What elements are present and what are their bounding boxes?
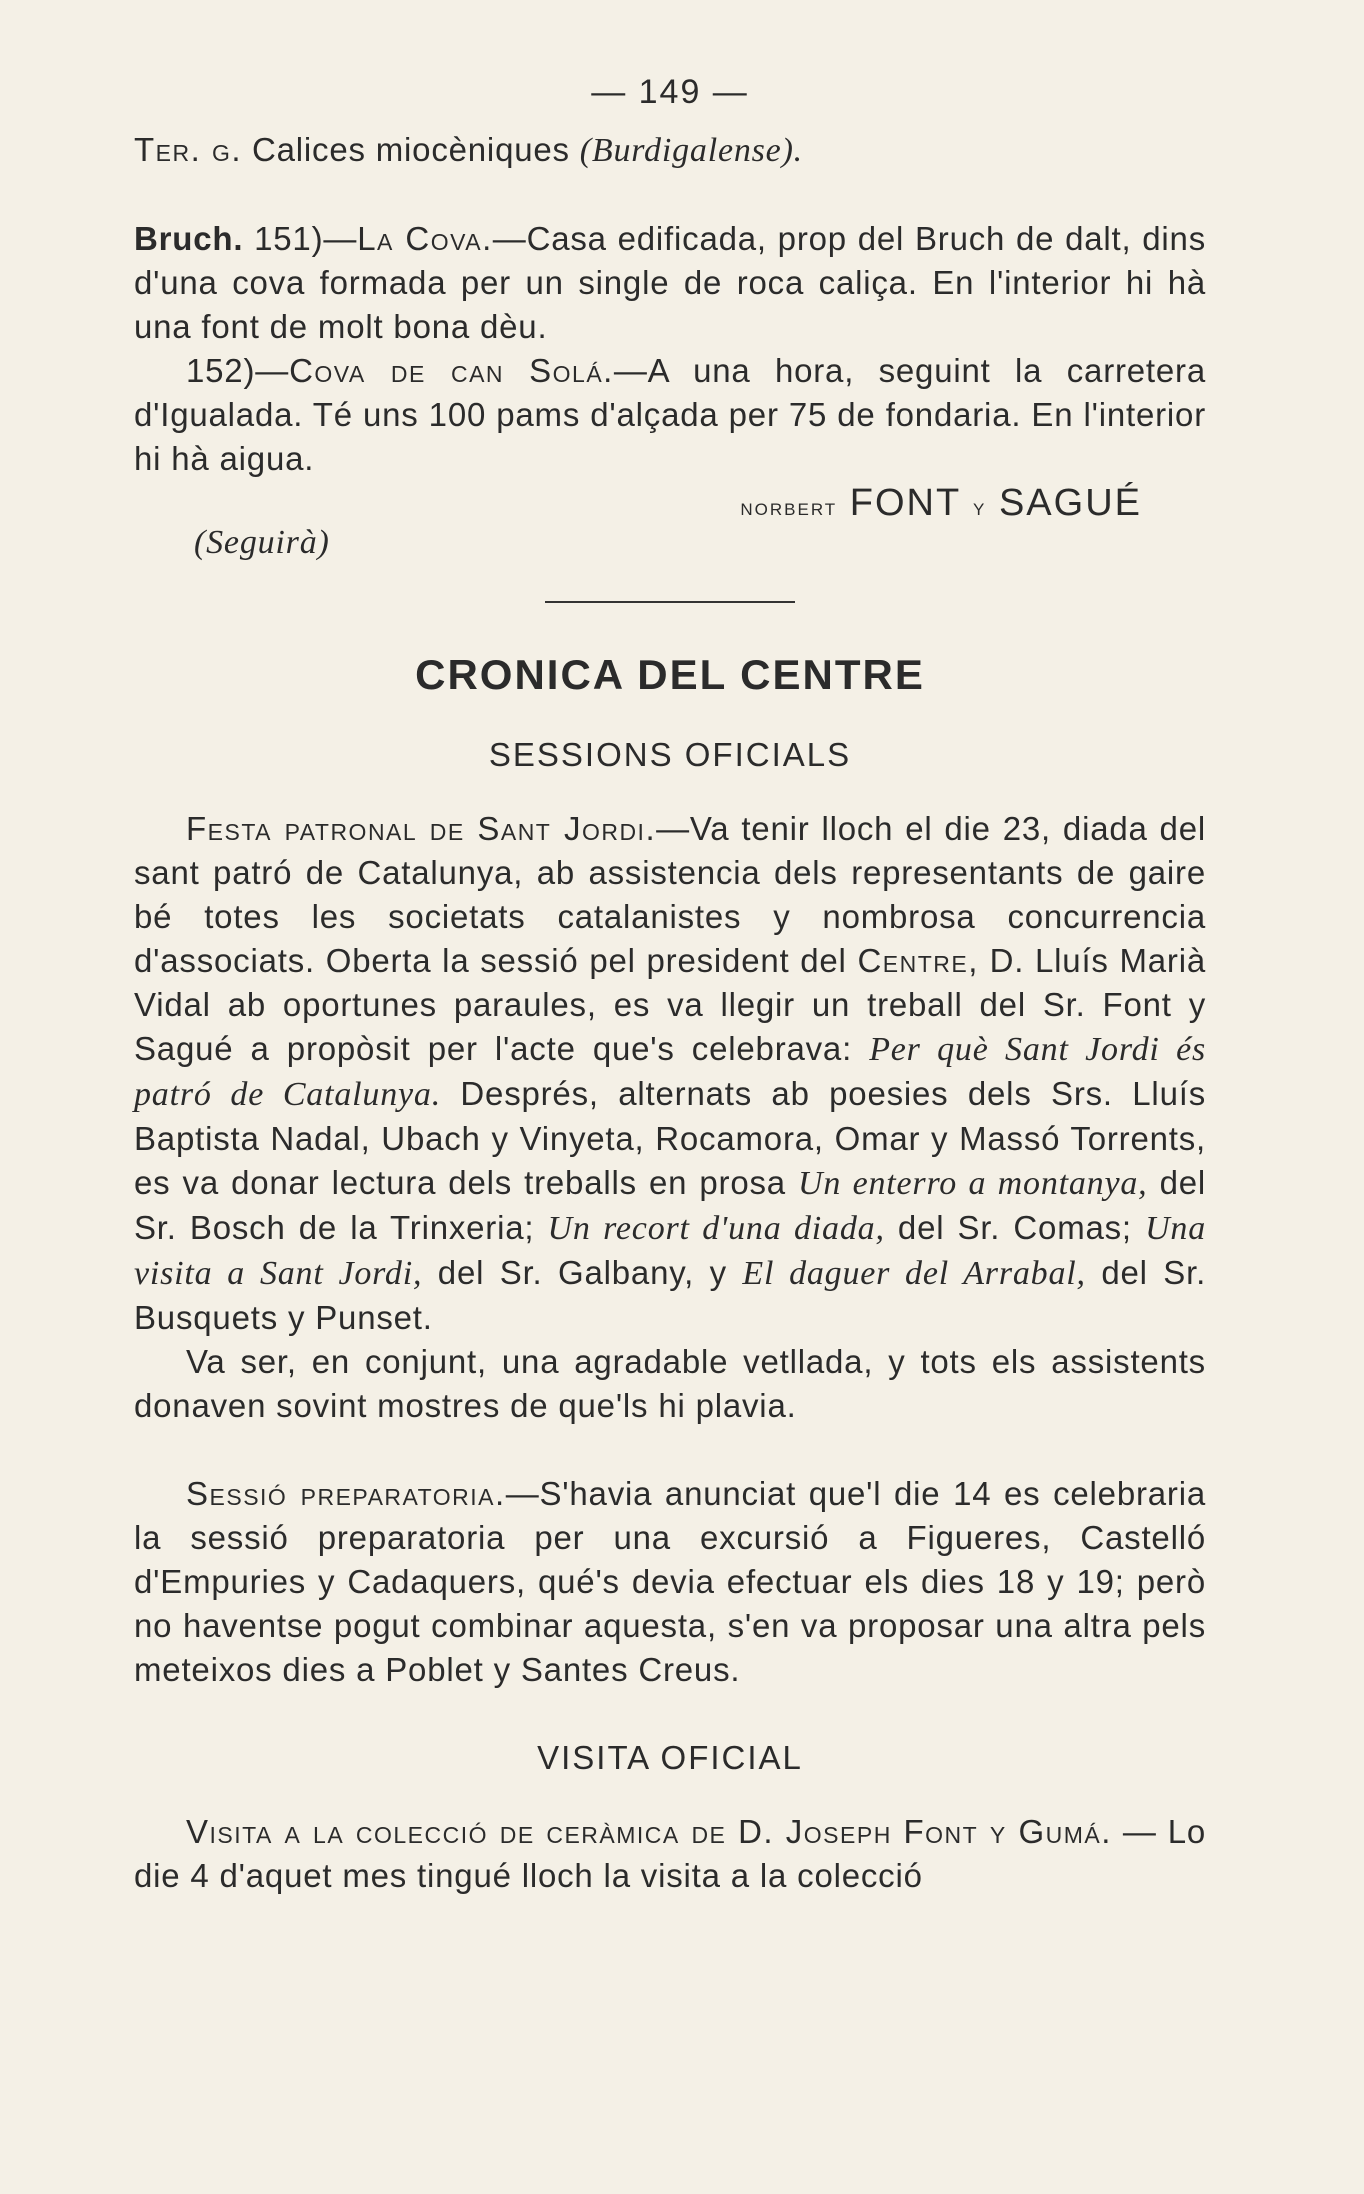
ter-line xyxy=(134,128,1206,173)
festa-text-4: del Sr. Bosch de la Trinxeria; xyxy=(134,1164,1207,1246)
bruch-paragraph-2: 152)—Cova de can Solá.—A una hora, seguint la carretera d'Igualada. Té uns 100 pams d'alçada per 75 de fondaria. En l'interior hi hà aigua. xyxy=(134,352,1206,477)
festa-text-5: del Sr. Comas; xyxy=(897,1209,1132,1246)
entry-152-title: Cova de can Solá. xyxy=(289,352,614,389)
visita-heading: Visita a la colecció de ceràmica de D. Joseph Font y Gumá. xyxy=(186,1813,1112,1850)
festa-text-2: D. Lluís Marià Vidal ab oportunes paraules, es va llegir un treball del Sr. Font y Sagué a propòsit per l'acte que's celebrava: xyxy=(134,942,1206,1067)
page-number: — 149 — xyxy=(591,73,749,111)
sessio-text: —S'havia anunciat que'l die 14 es celebraria la sessió preparatoria per una excursió a Figueres, Castelló d'Empuries y Cadaquers, qué's devia efectuar els dies 18 y 19; però no haventse pogut combinar aquesta, s'en va proposar una altra pels meteixos dies a Poblet y Santes Creus. xyxy=(134,1475,1206,1688)
continued-note: (Seguirà) xyxy=(194,524,330,561)
sessio-title: Sessió preparatoria. xyxy=(186,1475,506,1512)
author-first-name: norbert xyxy=(740,494,838,521)
author-signature xyxy=(740,481,1142,530)
entry-151-title: La Cova. xyxy=(357,220,493,257)
entry-152-number: 152) xyxy=(186,352,256,389)
visita-paragraph xyxy=(134,1810,1206,1898)
author-last-name: FONT xyxy=(849,482,961,524)
festa-italic-1: Per què Sant Jordi és patró de Catalunya. xyxy=(134,1031,1207,1113)
festa-italic-5: El daguer del Arrabal, xyxy=(742,1255,1086,1292)
centre-word: Centre, xyxy=(857,942,979,979)
author-last-name-2: SAGUÉ xyxy=(998,482,1142,524)
sessio-paragraph xyxy=(134,1472,1206,1692)
bruch-paragraph-1: Bruch. 151)—La Cova.—Casa edificada, prop del Bruch de dalt, dins d'una cova formada per un single de roca caliça. En l'interior hi hà una font de molt bona dèu. xyxy=(134,220,1206,345)
ter-label: Ter. g. xyxy=(134,131,243,168)
festa-text-3: Després, alternats ab poesies dels Srs. Lluís Baptista Nadal, Ubach y Vinyeta, Rocamora, Omar y Massó Torrents, es va donar lectura dels treballs en prosa xyxy=(134,1075,1206,1201)
chronicle-title: CRONICA DEL CENTRE xyxy=(415,651,925,698)
festa-text-6: del Sr. Galbany, y xyxy=(437,1254,727,1291)
entry-152-text: A una hora, seguint la carretera d'Igualada. Té uns 100 pams d'alçada per 75 de fondaria. En l'interior hi hà aigua. xyxy=(134,352,1206,477)
entry-151-text: Casa edificada, prop del Bruch de dalt, dins d'una cova formada per un single de roca caliça. En l'interior hi hà una font de molt bona dèu. xyxy=(134,220,1206,345)
document-page xyxy=(134,70,1206,1898)
festa-italic-3: Un recort d'una diada, xyxy=(547,1210,885,1247)
bruch-head: Bruch. xyxy=(134,220,244,257)
festa-text-1: —Va tenir lloch el die 23, diada del sant patró de Catalunya, ab assistencia dels representants de gaire bé totes les societats catalanistes y nombrosa concurrencia d'associats. Oberta la sessió pel president del xyxy=(134,810,1206,979)
festa-italic-4: Una visita a Sant Jordi, xyxy=(134,1210,1207,1292)
festa-text-7: del Sr. Busquets y Punset. xyxy=(134,1254,1207,1336)
signature-block xyxy=(134,481,1206,571)
festa-title: Festa patronal de Sant Jordi. xyxy=(186,810,657,847)
festa-paragraph xyxy=(134,807,1206,1340)
ter-text: Calices miocèniques xyxy=(251,131,570,168)
section-divider xyxy=(545,601,795,603)
festa-paragraph-2: Va ser, en conjunt, una agradable vetllada, y tots els assistents donaven sovint mostres de que'ls hi plavia. xyxy=(134,1343,1206,1424)
ter-italic: (Burdigalense). xyxy=(579,132,803,169)
sessions-title: SESSIONS OFICIALS xyxy=(488,736,852,773)
festa-italic-2: Un enterro a montanya, xyxy=(798,1165,1148,1202)
visita-text: — Lo die 4 d'aquet mes tingué lloch la visita a la colecció xyxy=(134,1813,1207,1894)
author-and: y xyxy=(973,494,987,521)
entry-151-number: 151) xyxy=(254,220,324,257)
visita-title: VISITA OFICIAL xyxy=(537,1739,803,1776)
